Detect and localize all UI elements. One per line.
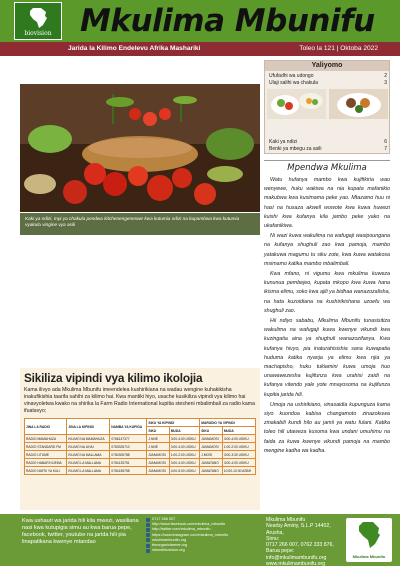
footer (0, 514, 400, 566)
toc-item-label: Benki ya mbegu za asili (269, 146, 322, 152)
table-cell: KILIMO NA MALLAMA (67, 451, 110, 459)
table-of-contents (264, 60, 390, 154)
facebook-icon (146, 523, 150, 527)
masthead-banner (0, 0, 400, 42)
table-row (25, 467, 256, 475)
toc-thumbnail-dish (329, 89, 388, 119)
toc-item-page: 6 (384, 139, 387, 145)
toc-thumbnail-salad (267, 89, 326, 119)
table-cell: JUMAMOSI (147, 459, 169, 467)
table-cell: J.NNE (147, 443, 169, 451)
table-row (25, 459, 256, 467)
address-line: Nearby Amiriy, S.L.P 14402, Arusha, (266, 523, 331, 536)
table-cell: RADIO STANDARD FM (25, 443, 67, 451)
table-row (25, 443, 256, 451)
table-cell: RADIO MAMAHUZA (25, 435, 67, 443)
instagram-icon (146, 533, 150, 537)
editorial-body (264, 176, 390, 456)
contents-title: Yaliyomo (265, 61, 389, 71)
table-cell: 1:00-2:00 USIKU (169, 451, 200, 459)
address-line: Simu: (266, 535, 280, 542)
table-cell: 0784305788 (110, 451, 147, 459)
address-line: Mkulima Mbunifu (266, 517, 306, 523)
cover-photo (20, 84, 260, 212)
tagline-bar (0, 42, 400, 56)
table-cell: RADIO NAFSI YA KULI (25, 467, 67, 475)
footer-logo-text: Mkulima Mbunifu (352, 554, 386, 559)
editorial-column (264, 156, 390, 457)
table-header: NAMBA YA KUPIGA (110, 419, 147, 435)
toc-item[interactable] (269, 80, 387, 86)
table-cell: 3:00-4:00 USIKU (222, 459, 255, 467)
link-text: http://twitter.com/mkulima_mbunifu (152, 527, 211, 532)
toc-item-label: Ulaji salihi wa chakula (269, 80, 318, 86)
table-cell: 0766147377 (110, 435, 147, 443)
phone-icon (146, 518, 150, 522)
table-cell: JUMAMOSI (147, 467, 169, 475)
link-text: infonetbiovision.org (152, 548, 185, 553)
table-cell: 3:00-3:30 USIKU (222, 451, 255, 459)
radio-section-title: Sikiliza vipindi vya kilimo ikolojia (24, 371, 203, 385)
photo-caption: Kaki ya ndizi, mpi ya chakula pendwa kitchenengeneswe kwa kutumia ndizi na kupambwa kwa kutumia vyakula vingine vya asili (20, 213, 260, 235)
link-text: https://www.instagram.com/mkulima_mbunifu (152, 532, 229, 537)
link-text: theorganicfarmer.org (152, 543, 188, 548)
radio-section-intro: Kama ilivyo ada Mkulima Mbunifu imeendelea kushirikiana na wadau wengine kuhakikisha inakufikishia taarifa sahihi za kilimo hai. Kwa mantiki hiyo, usache kusikiliza vipindi vya kilimo hai vinavyoletwa kwako na shirika la Farm Radio International kupitia stesheni mbalimbali za radio kama ifuatavyo; (24, 387, 255, 414)
issue-number: Toleo la 121 | Oktoba 2022 (299, 45, 378, 52)
table-cell: 1:00-2:00 USIKU (222, 443, 255, 451)
editorial-paragraph: Kwa mfano, ni vigumu kwa mkulima kuweza kununua pembejeo, kupata mkopo kwa kuwa hana ikisma elimu, soko kwa ajili ya bidhaa wanazozalisha, na hata kuzoidiana na kushirikishana uzoefu wa shughuli zao. (264, 271, 390, 314)
contact-address (266, 517, 346, 566)
vegetables-photo (20, 84, 260, 212)
table-cell: 0783325710 (110, 443, 147, 451)
toc-item-page: 2 (384, 73, 387, 79)
footer-notice: Kwa ushauri wa jarida hili kila mwezi, wasiliana nasi kwa kutupigia simu au kwa barua pepe, facebook, twitter, youtube na jarida hili pia linapatikana kwenye mtandao (22, 518, 139, 545)
table-cell: KILIMO LA MALLAMA (67, 459, 110, 467)
address-line: 0717 266 007, 0762 333 876, (266, 542, 334, 549)
table-cell: KILIMO NA MAMAHUZA (67, 435, 110, 443)
toc-item-page: 7 (384, 146, 387, 152)
toc-item-label: Ufufadhi wa udongo (269, 73, 314, 79)
toc-item[interactable] (269, 73, 387, 79)
page-title: Mkulima Mbunifu (80, 3, 375, 39)
table-cell: 10:00-10:30 ASBH (222, 467, 255, 475)
table-row (25, 435, 256, 443)
website-link[interactable] (146, 548, 228, 553)
table-cell: JUMATANO (200, 467, 223, 475)
table-subheader: SIKU (147, 427, 169, 435)
table-header: JINA LA KIPINDI (67, 419, 110, 435)
globe-icon (146, 544, 150, 548)
table-subheader: MUDA (222, 427, 255, 435)
table-cell: 3:00-4:00 USIKU (169, 459, 200, 467)
table-cell: JUMAMOSI (147, 451, 169, 459)
editorial-paragraph: Hii ndiyo sababu, Mkulima Mbunifu tunasisitiza wakulima na wafugaji kuwa kwenye vikundi kwa kuzingatia aina ya shughuli wanazozifanya. Kwa kufanya hivyo, pia inaturahisishia sana kuwapatia huduma katika nyanja ya elimu kwa njia ya machapisho, huku tukiamini kuwa umoja huo unawawezesha kujifunza kwa urahisi zaidi na kufanya vitendo yale yote mnayosoma na kujifunza kupitia jarida hili. (264, 318, 390, 398)
toc-item[interactable] (269, 139, 387, 145)
email-link[interactable]: info@mkulimambunifu.org (266, 554, 327, 561)
twitter-icon (146, 528, 150, 532)
link-text: http://www.facebook.com/mkulima_mbunifu (152, 522, 226, 527)
table-header: SIKU YA KIPINDI (147, 419, 200, 427)
globe-icon (146, 549, 150, 553)
biovision-logo (14, 2, 62, 40)
table-cell: 4:00-5:00 USIKU (169, 467, 200, 475)
address-line: Barua pepe: (266, 548, 295, 555)
toc-item-label: Kaki ya ndizi (269, 139, 298, 145)
logo-text: biovision (24, 30, 52, 37)
table-cell: JUMAMOSI (200, 443, 223, 451)
table-cell: KILIMO LA MALLAMA (67, 467, 110, 475)
table-header: JINA LA RADIO (25, 419, 67, 435)
table-cell: J.NNE (147, 435, 169, 443)
editorial-paragraph: Watu hufanya mambo kwa kujifikiria wao wenyewe, huku wakiwa na nia kupata mafanikio makubwa kwa kusimama peke yao. Mtazamo huu ni hasi na husaza akwell wowote kwa kuwa huwezi kuishi kwa kufanya kila jambo peke yako na ukafanikiwa. (264, 177, 390, 230)
table-cell: JUMAMOSI (200, 435, 223, 443)
editorial-title: Mpendwa Mkulima (264, 160, 390, 173)
table-cell: J.MOSI (200, 451, 223, 459)
mkulima-mbunifu-logo (346, 518, 392, 562)
table-cell: KILIMO NA UHAI (67, 443, 110, 451)
table-subheader: SIKU (200, 427, 223, 435)
editorial-paragraph: Umoja na ushirikiano, vinasaidia kupunguza kama siyo kuondoa kabisa changamoto zinazokuwa zinakabili kundi hilo au jamii ya watu fulani. Katika toleo hili utaweza kusoma kwa undani umuhimu na faida za kuwa kwenye vikundi pamoja na mambo mengine kadha wa kadha. (264, 401, 390, 454)
radio-programs-box (20, 368, 260, 510)
link-text: mkulimambunifu.org (152, 537, 187, 542)
table-cell: 3:00-4:00 USIKU (222, 435, 255, 443)
globe-icon (146, 538, 150, 542)
website-link[interactable]: www.mkulimambunifu.org (266, 561, 326, 566)
toc-item-page: 3 (384, 80, 387, 86)
tagline: Jarida la Kilimo Endelevu Afrika Mashariki (68, 45, 201, 52)
table-row (25, 451, 256, 459)
table-cell: RADIO HABARI NJEMA (25, 459, 67, 467)
toc-item[interactable] (269, 146, 387, 152)
social-links (146, 517, 228, 553)
radio-schedule-table (24, 418, 256, 475)
table-cell: 0784125751 (110, 459, 147, 467)
table-cell: 0784155758 (110, 467, 147, 475)
table-cell: RADIO UTUME (25, 451, 67, 459)
table-subheader: MUDA (169, 427, 200, 435)
editorial-paragraph: Ni wazi kuwa wakulima na wafugaji wasipoungana na kufanya shughuli zao kwa pamoja, mambo yatakuwa magumu tu siku zote, kwa kuwa watakosa msimamo katika mambo mbalimbali. (264, 233, 390, 267)
table-header: MARUDIO YA VIPINDI (200, 419, 256, 427)
table-cell: 3:00-4:00 USIKU (169, 443, 200, 451)
table-cell: JUMATANO (200, 459, 223, 467)
africa-map-icon (27, 6, 49, 30)
link-text: 0717 266 007 (152, 517, 176, 521)
table-cell: 3:00-4:00 USIKU (169, 435, 200, 443)
africa-map-icon (356, 520, 382, 550)
